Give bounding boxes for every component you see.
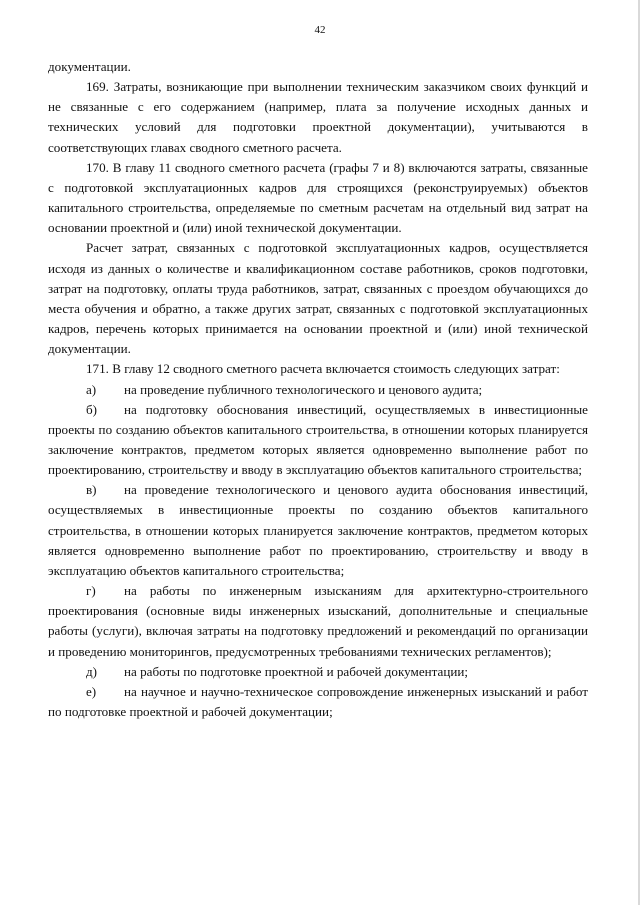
document-body [48, 57, 588, 722]
paragraph-continuation: документации. [48, 59, 131, 74]
list-marker: д) [86, 663, 98, 679]
paragraph-170-calculation: Расчет затрат, связанных с подготовкой эксплуатационных кадров, осуществляется исходя из данных о количестве и квалификационном составе работников, сроков подготовки, затрат на подготовку, оплаты труда работников, затрат, связанных с проездом обучающихся до места обучения и обратно, а также других затрат, связанных с подготовкой эксплуатационных кадров, перечень которых принимается на основании проектной и (или) иной технической документации. [48, 240, 588, 357]
list-item-v [48, 480, 588, 581]
list-item-d [48, 662, 588, 682]
list-marker: б) [86, 401, 98, 417]
list-item-b [48, 400, 588, 481]
list-item-text: на проведение технологического и ценового аудита обоснования инвестиций, осуществляемых в инвестиционные проекты по созданию объектов капитального строительства, в отношении которых планируется заключение контрактов, предметом которых является одновременно выполнение работ по проектированию, строительству и вводу в эксплуатацию объектов капитального строительства; [48, 482, 588, 578]
page-number: 42 [314, 24, 326, 36]
paragraph-171: 171. В главу 12 сводного сметного расчета включается стоимость следующих затрат: [86, 361, 560, 377]
list-item-text: на работы по подготовке проектной и рабочей документации; [124, 663, 468, 679]
paragraph-169: 169. Затраты, возникающие при выполнении техническим заказчиком своих функций и не связанные с его содержанием (например, плата за получение исходных данных и технических условий для подготовки проектной документации), учитываются в соответствующих главах сводного сметного расчета. [48, 79, 588, 155]
list-item-e [48, 682, 588, 722]
list-marker: а) [86, 381, 97, 397]
list-item-text: на работы по инженерным изысканиям для архитектурно-строительного проектирования (основные виды инженерных изысканий, дополнительные и специальные работы (услуги), включая затраты на подготовку предложений и рекомендаций по организации и проведению мониторингов, предусмотренных требованиями технических регламентов); [48, 583, 588, 659]
list-item-g [48, 581, 588, 662]
list-item-a [48, 380, 588, 400]
list-marker: в) [86, 482, 97, 498]
list-item-text: на проведение публичного технологического и ценового аудита; [124, 381, 483, 397]
paragraph-170: 170. В главу 11 сводного сметного расчета (графы 7 и 8) включаются затраты, связанные с подготовкой эксплуатационных кадров для строящихся (реконструируемых) объектов капитального строительства, определяемые по сметным расчетам на отдельный вид затрат на основании проектной и (или) иной технической документации. [48, 159, 588, 236]
list-item-text: на подготовку обоснования инвестиций, осуществляемых в инвестиционные проекты по созданию объектов капитального строительства, в отношении которых планируется заключение контрактов, предметом которых является одновременно выполнение работ по проектированию, строительству и вводу в эксплуатацию объектов капитального строительства; [48, 401, 588, 478]
list-item-text: на научное и научно-техническое сопровождение инженерных изысканий и работ по подготовке проектной и рабочей документации; [48, 683, 588, 719]
list-marker: г) [86, 583, 96, 599]
list-marker: е) [86, 683, 97, 699]
